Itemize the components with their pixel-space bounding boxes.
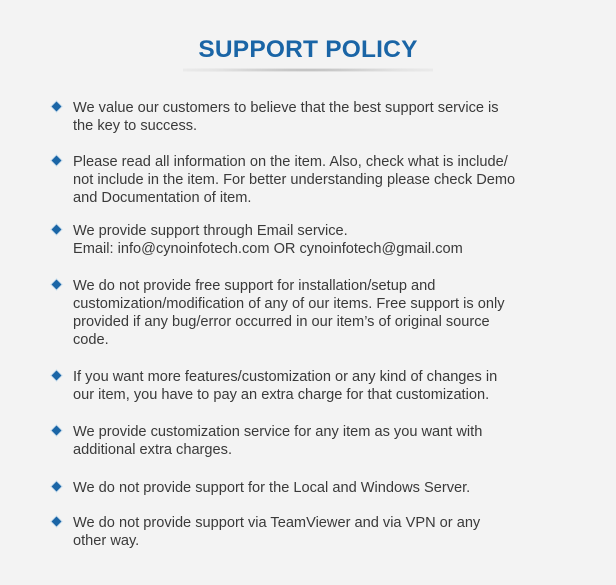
list-item-line: additional extra charges. <box>73 442 233 458</box>
list-item-line: Please read all information on the item. Also, check what is include/ <box>73 154 508 170</box>
list-item-line: If you want more features/customization or any kind of changes in <box>73 369 498 385</box>
diamond-bullet-icon <box>52 371 62 381</box>
list-item-line: and Documentation of item. <box>73 190 252 206</box>
list-item-line: We provide customization service for any item as you want with <box>73 424 483 440</box>
list-item-text <box>73 514 573 550</box>
list-item-line: We value our customers to believe that the best support service is <box>73 100 499 116</box>
list-item-text <box>73 368 573 404</box>
title-underline-divider <box>183 68 433 72</box>
list-item-text <box>73 277 573 349</box>
diamond-bullet-icon <box>52 426 62 436</box>
list-item-line: We do not provide free support for installation/setup and <box>73 278 436 294</box>
email-line: Email: info@cynoinfotech.com OR cynoinfotech@gmail.com <box>73 241 463 257</box>
list-item-text <box>73 479 573 497</box>
diamond-bullet-icon <box>52 156 62 166</box>
diamond-bullet-icon <box>52 280 62 290</box>
diamond-bullet-icon <box>52 102 62 112</box>
list-item-line: We provide support through Email service. <box>73 223 348 239</box>
list-item-text <box>73 423 573 459</box>
list-item-line: code. <box>73 332 109 348</box>
list-item-text <box>73 153 573 207</box>
page-title: SUPPORT POLICY <box>198 36 418 63</box>
list-item-text <box>73 222 573 258</box>
list-item-line: our item, you have to pay an extra charge for that customization. <box>73 387 490 403</box>
diamond-bullet-icon <box>52 517 62 527</box>
list-item-line: not include in the item. For better understanding please check Demo <box>73 172 516 188</box>
list-item-line: provided if any bug/error occurred in our item’s of original source <box>73 314 490 330</box>
list-item-line: other way. <box>73 533 140 549</box>
list-item-line: the key to success. <box>73 118 198 134</box>
diamond-bullet-icon <box>52 225 62 235</box>
list-item-text <box>73 99 573 135</box>
list-item-line: We do not provide support for the Local and Windows Server. <box>73 480 471 496</box>
diamond-bullet-icon <box>52 482 62 492</box>
list-item-line: We do not provide support via TeamViewer and via VPN or any <box>73 515 481 531</box>
list-item-line: customization/modification of any of our items. Free support is only <box>73 296 505 312</box>
